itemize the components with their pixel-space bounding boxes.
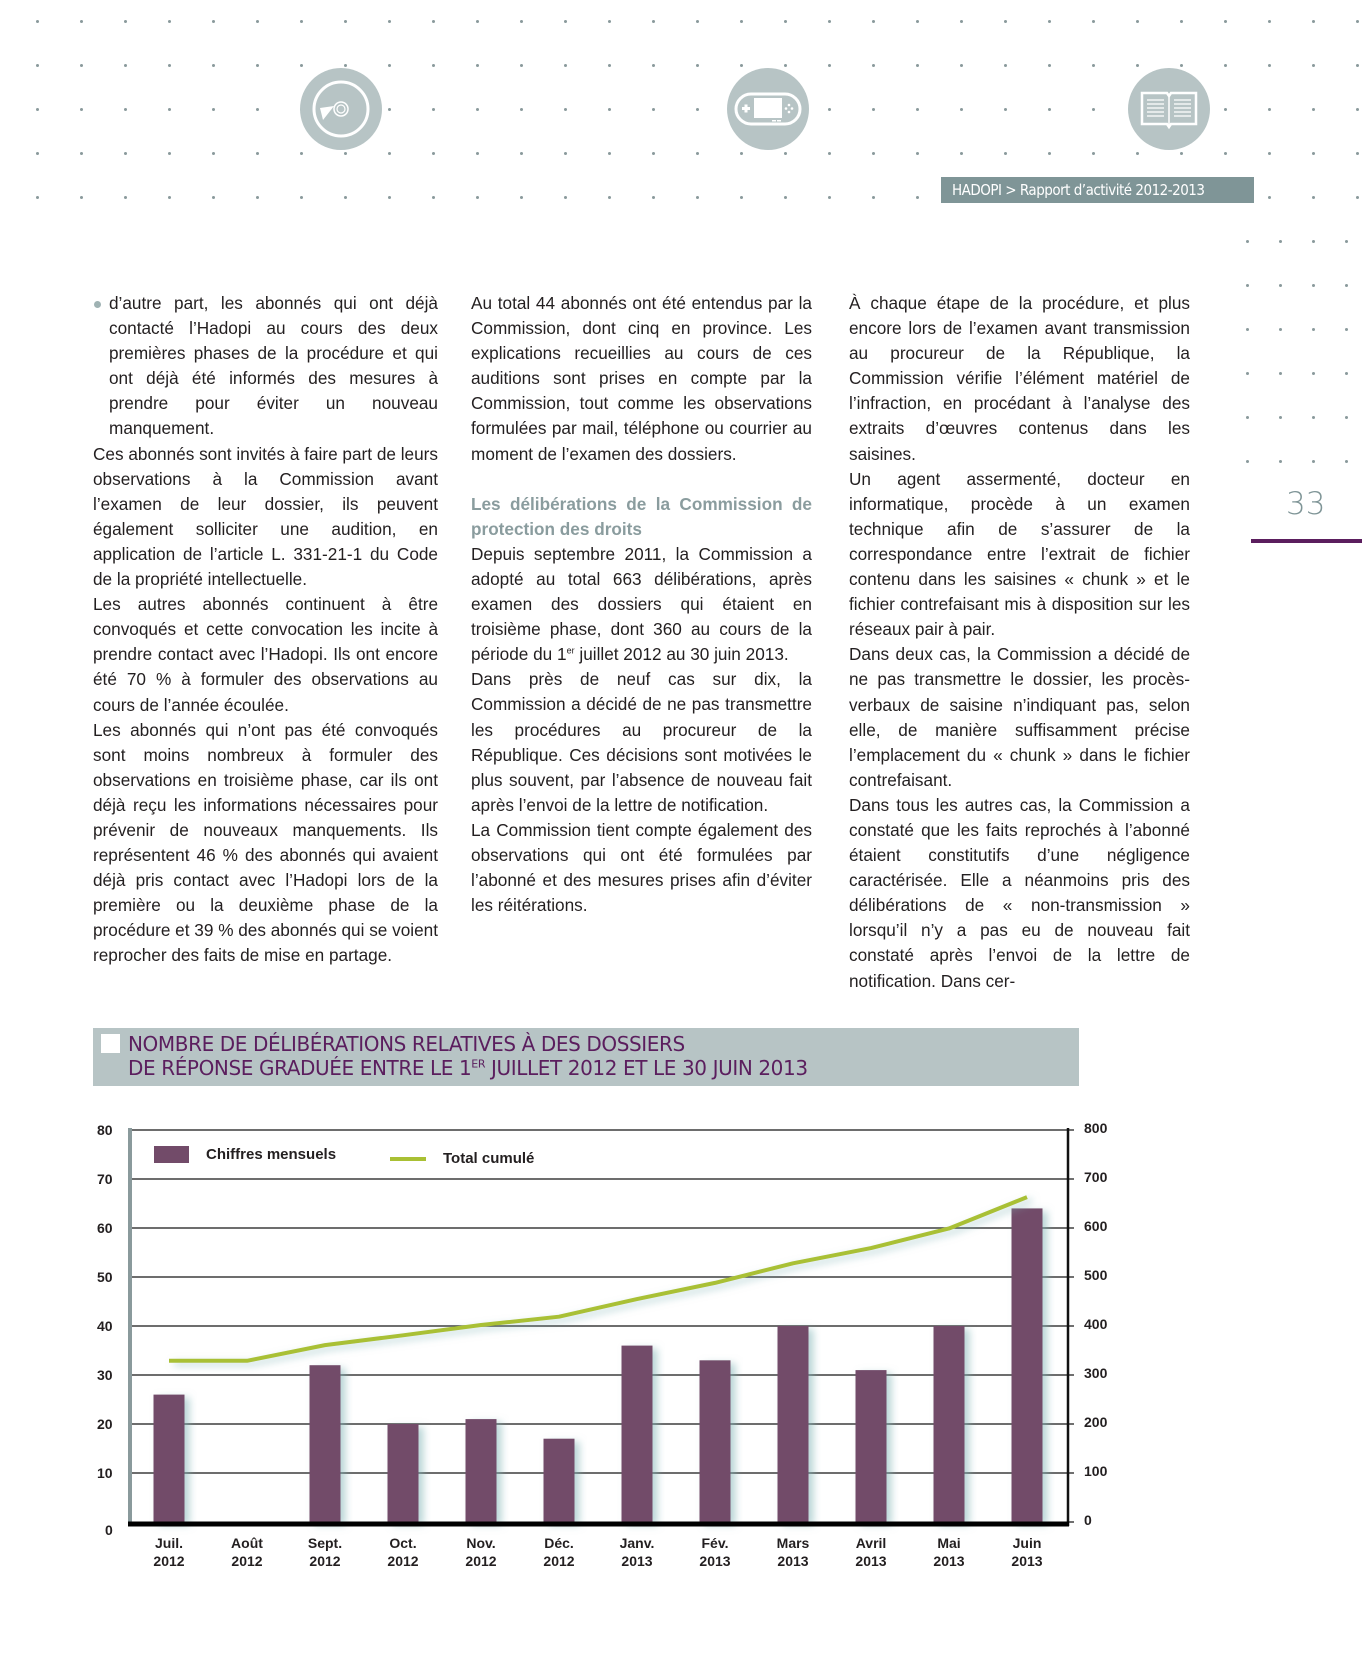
text-column-3: [849, 291, 1190, 994]
title-square-marker: [101, 1034, 120, 1053]
decorative-dot: [652, 196, 655, 199]
decorative-dot: [388, 108, 391, 111]
decorative-dot: [916, 196, 919, 199]
decorative-dot: [740, 20, 743, 23]
decorative-dot: [1279, 284, 1282, 287]
decorative-dot: [1180, 20, 1183, 23]
decorative-dot: [1268, 108, 1271, 111]
decorative-dot: [1279, 416, 1282, 419]
decorative-dot: [1268, 152, 1271, 155]
decorative-dot: [1312, 240, 1315, 243]
bar-9: [856, 1370, 887, 1522]
y-right-tick-label: 300: [1084, 1365, 1108, 1381]
decorative-dot: [1136, 64, 1139, 67]
y-left-tick-label: 70: [97, 1171, 113, 1187]
decorative-dot: [520, 64, 523, 67]
decorative-dot: [1312, 460, 1315, 463]
decorative-dot: [1224, 152, 1227, 155]
decorative-dot: [36, 152, 39, 155]
decorative-dot: [1279, 240, 1282, 243]
paragraph: À chaque étape de la procédure, et plus encore lors de l’examen avant transmission au procureur de la République, la Commission vérifie l’élément matériel de l’infraction, en procédant à l’analyse des extraits d’œuvres contenus dans les saisines.: [849, 293, 1190, 464]
decorative-dot: [1246, 328, 1249, 331]
paragraph: Ces abonnés sont invités à faire part de leurs observations à la Commission avant l’examen de leur dossier, ils peuvent également solliciter une audition, en application de l’article L. 331-21-1 du Code de la propriété intellectuelle.: [93, 443, 438, 590]
decorative-dot: [1224, 108, 1227, 111]
decorative-dot: [564, 196, 567, 199]
decorative-dot: [564, 64, 567, 67]
page-number-rule: [1251, 539, 1362, 543]
decorative-dot: [1279, 460, 1282, 463]
decorative-dot: [960, 20, 963, 23]
y-left-tick-label: 40: [97, 1318, 113, 1334]
decorative-dot: [1312, 196, 1315, 199]
decorative-dot: [168, 152, 171, 155]
decorative-dot: [740, 64, 743, 67]
decorative-dot: [432, 108, 435, 111]
decorative-dot: [784, 64, 787, 67]
decorative-dot: [388, 152, 391, 155]
cd-disc-icon: [300, 68, 382, 150]
decorative-dot: [828, 108, 831, 111]
y-right-tick-label: 700: [1084, 1169, 1108, 1185]
decorative-dot: [476, 20, 479, 23]
chart-plot-area: [0, 1100, 1362, 1580]
text-column-1: [93, 291, 438, 969]
chart-title: NOMBRE DE DÉLIBÉRATIONS RELATIVES À DES DOSSIERS DE RÉPONSE GRADUÉE ENTRE LE 1ER JUILLET 2012 ET LE 30 JUIN 2013: [128, 1032, 808, 1080]
decorative-dot: [784, 196, 787, 199]
y-left-tick-label: 20: [97, 1416, 113, 1432]
decorative-dot: [124, 196, 127, 199]
decorative-dot: [608, 152, 611, 155]
decorative-dot: [124, 108, 127, 111]
decorative-dot: [1246, 240, 1249, 243]
decorative-dot: [520, 196, 523, 199]
decorative-dot: [36, 64, 39, 67]
decorative-dot: [1048, 64, 1051, 67]
decorative-dot: [80, 152, 83, 155]
decorative-dot: [564, 152, 567, 155]
decorative-dot: [1048, 20, 1051, 23]
decorative-dot: [1312, 284, 1315, 287]
decorative-dot: [80, 108, 83, 111]
decorative-dot: [212, 152, 215, 155]
decorative-dot: [432, 152, 435, 155]
decorative-dot: [432, 64, 435, 67]
paragraph: Un agent assermenté, docteur en informatique, procède à un examen technique afin de s’assurer de la correspondance entre l’extrait de fichier contenu dans les saisines « chunk » et le fichier contrefaisant mis à disposition sur les réseaux pair à pair.: [849, 468, 1190, 640]
x-tick-label: Juil. 2012: [153, 1535, 185, 1569]
decorative-dot: [36, 108, 39, 111]
decorative-dot: [1246, 460, 1249, 463]
decorative-dot: [1092, 64, 1095, 67]
x-tick-label: Oct. 2012: [387, 1535, 419, 1569]
decorative-dot: [960, 108, 963, 111]
x-tick-label: Déc. 2012: [543, 1535, 575, 1569]
decorative-dot: [608, 196, 611, 199]
bar-5: [544, 1439, 575, 1522]
x-tick-label: Mai 2013: [933, 1535, 965, 1569]
decorative-dot: [344, 64, 347, 67]
decorative-dot: [1356, 64, 1359, 67]
decorative-dot: [344, 152, 347, 155]
decorative-dot: [520, 108, 523, 111]
bullet-paragraph: d’autre part, les abonnés qui ont déjà contacté l’Hadopi au cours des deux premières phases de la procédure et qui ont déjà été informés des mesures à prendre pour éviter un nouveau manquement.: [93, 291, 438, 442]
decorative-dot: [1224, 20, 1227, 23]
decorative-dot: [388, 196, 391, 199]
decorative-dot: [1345, 372, 1348, 375]
decorative-dot: [1356, 20, 1359, 23]
open-book-icon: [1128, 68, 1210, 150]
decorative-dot: [1136, 20, 1139, 23]
decorative-dot: [168, 64, 171, 67]
decorative-dot: [124, 152, 127, 155]
decorative-dot: [916, 64, 919, 67]
decorative-dot: [652, 152, 655, 155]
decorative-dot: [828, 152, 831, 155]
decorative-dot: [1048, 152, 1051, 155]
y-right-tick-label: 100: [1084, 1463, 1108, 1479]
decorative-dot: [1345, 460, 1348, 463]
decorative-dot: [564, 108, 567, 111]
decorative-dot: [652, 108, 655, 111]
decorative-dot: [784, 20, 787, 23]
decorative-dot: [916, 20, 919, 23]
decorative-dot: [1356, 108, 1359, 111]
x-tick-label: Janv. 2013: [619, 1535, 655, 1569]
legend-label-monthly: Chiffres mensuels: [206, 1146, 337, 1163]
decorative-dot: [1004, 64, 1007, 67]
bar-7: [700, 1360, 731, 1522]
decorative-dot: [1312, 108, 1315, 111]
y-left-tick-label: 0: [105, 1522, 113, 1538]
decorative-dot: [1180, 64, 1183, 67]
decorative-dot: [212, 20, 215, 23]
page-number: 33: [1286, 486, 1326, 522]
decorative-dot: [872, 108, 875, 111]
y-left-tick-label: 50: [97, 1269, 113, 1285]
decorative-dot: [256, 152, 259, 155]
chart-title-band: [93, 1028, 1079, 1086]
decorative-dot: [300, 20, 303, 23]
x-tick-label: Fév. 2013: [699, 1535, 731, 1569]
decorative-dot: [696, 152, 699, 155]
paragraph: La Commission tient compte également des observations qui ont été formulées par l’abonné et des mesures prises afin d’éviter les réitérations.: [471, 819, 812, 916]
decorative-dot: [872, 64, 875, 67]
decorative-dot: [36, 20, 39, 23]
handheld-game-console-icon: [727, 68, 809, 150]
x-tick-label: Avril 2013: [855, 1535, 887, 1569]
decorative-dot: [1268, 20, 1271, 23]
bar-6: [622, 1346, 653, 1522]
decorative-dot: [828, 196, 831, 199]
decorative-dot: [1312, 372, 1315, 375]
decorative-dot: [608, 108, 611, 111]
paragraph: Dans près de neuf cas sur dix, la Commission a décidé de ne pas transmettre les procédures au procureur de la République. Ces décisions sont motivées le plus souvent, par l’absence de nouveau fait après l’envoi de la lettre de notification.: [471, 669, 812, 815]
decorative-dot: [1279, 372, 1282, 375]
y-left-tick-label: 80: [97, 1122, 113, 1138]
decorative-dot: [960, 152, 963, 155]
decorative-dot: [212, 64, 215, 67]
decorative-dot: [608, 64, 611, 67]
y-right-tick-label: 0: [1084, 1512, 1092, 1528]
decorative-dot: [564, 20, 567, 23]
decorative-dot: [520, 20, 523, 23]
decorative-dot: [652, 64, 655, 67]
paragraph: Dans tous les autres cas, la Commission a constaté que les faits reprochés à l’abonné étaient constitutifs d’une négligence caractérisée. Elle a néanmoins pris des délibérations de « non-transmission » lorsqu’il n’y a pas eu de nouveau fait constaté après l’envoi de la lettre de notification. Dans cer-: [849, 794, 1190, 991]
deliberations-combo-chart: [0, 1100, 1362, 1580]
decorative-dot: [1224, 64, 1227, 67]
decorative-dot: [1136, 152, 1139, 155]
y-right-tick-label: 600: [1084, 1218, 1108, 1234]
decorative-dot: [1246, 416, 1249, 419]
decorative-dot: [1345, 240, 1348, 243]
x-tick-label: Sept. 2012: [307, 1535, 343, 1569]
decorative-dot: [388, 20, 391, 23]
decorative-dot: [1246, 372, 1249, 375]
decorative-dot: [696, 108, 699, 111]
decorative-dot: [872, 152, 875, 155]
decorative-dot: [168, 196, 171, 199]
decorative-dot: [168, 108, 171, 111]
decorative-dot: [1004, 20, 1007, 23]
decorative-dot: [476, 64, 479, 67]
decorative-dot: [784, 152, 787, 155]
y-right-tick-label: 500: [1084, 1267, 1108, 1283]
decorative-dot: [696, 196, 699, 199]
decorative-dot: [696, 64, 699, 67]
bar-4: [466, 1419, 497, 1522]
decorative-dot: [872, 20, 875, 23]
decorative-dot: [740, 196, 743, 199]
decorative-dot: [696, 20, 699, 23]
x-tick-label: Août 2012: [231, 1535, 263, 1569]
decorative-dot: [1312, 152, 1315, 155]
decorative-dot: [124, 20, 127, 23]
decorative-dot: [828, 64, 831, 67]
x-tick-label: Juin 2013: [1011, 1535, 1043, 1569]
decorative-dot: [1268, 196, 1271, 199]
bar-8: [778, 1326, 809, 1522]
decorative-dot: [1312, 416, 1315, 419]
decorative-dot: [1345, 328, 1348, 331]
decorative-dot: [608, 20, 611, 23]
decorative-dot: [872, 196, 875, 199]
decorative-dot: [1356, 152, 1359, 155]
y-right-tick-label: 400: [1084, 1316, 1108, 1332]
decorative-dot: [1345, 416, 1348, 419]
y-right-tick-label: 200: [1084, 1414, 1108, 1430]
decorative-dot: [1246, 284, 1249, 287]
decorative-dot: [1356, 196, 1359, 199]
text-column-2: [471, 291, 812, 918]
decorative-dot: [432, 196, 435, 199]
decorative-dot: [1312, 20, 1315, 23]
bar-10: [934, 1326, 965, 1522]
bar-0: [154, 1395, 185, 1522]
y-left-tick-label: 60: [97, 1220, 113, 1236]
decorative-dot: [476, 152, 479, 155]
decorative-dot: [80, 64, 83, 67]
decorative-dot: [1312, 64, 1315, 67]
decorative-dot: [36, 196, 39, 199]
decorative-dot: [212, 108, 215, 111]
decorative-dot: [344, 20, 347, 23]
decorative-dot: [344, 196, 347, 199]
paragraph: Les autres abonnés continuent à être convoqués et cette convocation les incite à prendre contact avec l’Hadopi. Ils ont encore été 70 % à formuler des observations au cours de l’année écoulée.: [93, 594, 438, 715]
decorative-dot: [916, 108, 919, 111]
y-left-tick-label: 30: [97, 1367, 113, 1383]
bar-11: [1012, 1208, 1043, 1522]
legend-bar-swatch: [154, 1146, 189, 1163]
decorative-dot: [652, 20, 655, 23]
decorative-dot: [256, 64, 259, 67]
cumulative-line: [169, 1197, 1027, 1361]
y-left-tick-label: 10: [97, 1465, 113, 1481]
legend-line-swatch: [390, 1157, 426, 1161]
decorative-dot: [388, 64, 391, 67]
decorative-dot: [168, 20, 171, 23]
decorative-dot: [916, 152, 919, 155]
decorative-dot: [1004, 152, 1007, 155]
decorative-dot: [1092, 152, 1095, 155]
decorative-dot: [1312, 328, 1315, 331]
decorative-dot: [256, 108, 259, 111]
decorative-dot: [212, 196, 215, 199]
section-subheading: Les délibérations de la Commission de protection des droits: [471, 493, 812, 539]
decorative-dot: [1004, 108, 1007, 111]
bar-3: [388, 1424, 419, 1522]
decorative-dot: [960, 64, 963, 67]
running-title: HADOPI > Rapport d’activité 2012-2013: [941, 177, 1254, 203]
paragraph: Au total 44 abonnés ont été entendus par la Commission, dont cinq en province. Les explications recueillies au cours de ces auditions sont prises en compte par la Commission, tout comme les observations formulées par mail, téléphone ou courrier au moment de l’examen des dossiers.: [471, 293, 812, 464]
decorative-dot: [80, 196, 83, 199]
decorative-dot: [828, 20, 831, 23]
decorative-dot: [1345, 284, 1348, 287]
decorative-dot: [300, 152, 303, 155]
decorative-dot: [1180, 152, 1183, 155]
decorative-dot: [1268, 64, 1271, 67]
decorative-dot: [476, 108, 479, 111]
decorative-dot: [256, 196, 259, 199]
decorative-dot: [1092, 108, 1095, 111]
decorative-dot: [432, 20, 435, 23]
x-tick-label: Nov. 2012: [465, 1535, 497, 1569]
paragraph: Dans deux cas, la Commission a décidé de ne pas transmettre le dossier, les procès-verbaux de saisine n’indiquant pas, selon elle, de manière suffisamment précise l’emplacement du « chunk » dans le fichier contrefaisant.: [849, 644, 1190, 790]
decorative-dot: [124, 64, 127, 67]
bar-2: [310, 1365, 341, 1522]
decorative-dot: [476, 196, 479, 199]
decorative-dot: [1279, 328, 1282, 331]
decorative-dot: [740, 152, 743, 155]
paragraph: Les abonnés qui n’ont pas été convoqués sont moins nombreux à formuler des observations en troisième phase, car ils ont déjà reçu les informations nécessaires pour prévenir de nouveaux manquements. Ils représentent 46 % des abonnés qui avaient déjà pris contact avec l’Hadopi lors de la première ou la deuxième phase de la procédure et 39 % des abonnés qui se voient reprocher des faits de mise en partage.: [93, 719, 438, 966]
decorative-dot: [1092, 20, 1095, 23]
legend-label-cumulative: Total cumulé: [443, 1150, 535, 1167]
decorative-dot: [80, 20, 83, 23]
decorative-dot: [1048, 108, 1051, 111]
decorative-dot: [256, 20, 259, 23]
x-tick-label: Mars 2013: [776, 1535, 810, 1569]
decorative-dot: [300, 196, 303, 199]
decorative-dot: [520, 152, 523, 155]
paragraph: Depuis septembre 2011, la Commission a adopté au total 663 délibérations, après examen des dossiers qui étaient en troisième phase, dont 360 au cours de la période du 1er juillet 2012 au 30 juin 2013.: [471, 543, 812, 665]
y-right-tick-label: 800: [1084, 1120, 1108, 1136]
decorative-dot: [300, 64, 303, 67]
